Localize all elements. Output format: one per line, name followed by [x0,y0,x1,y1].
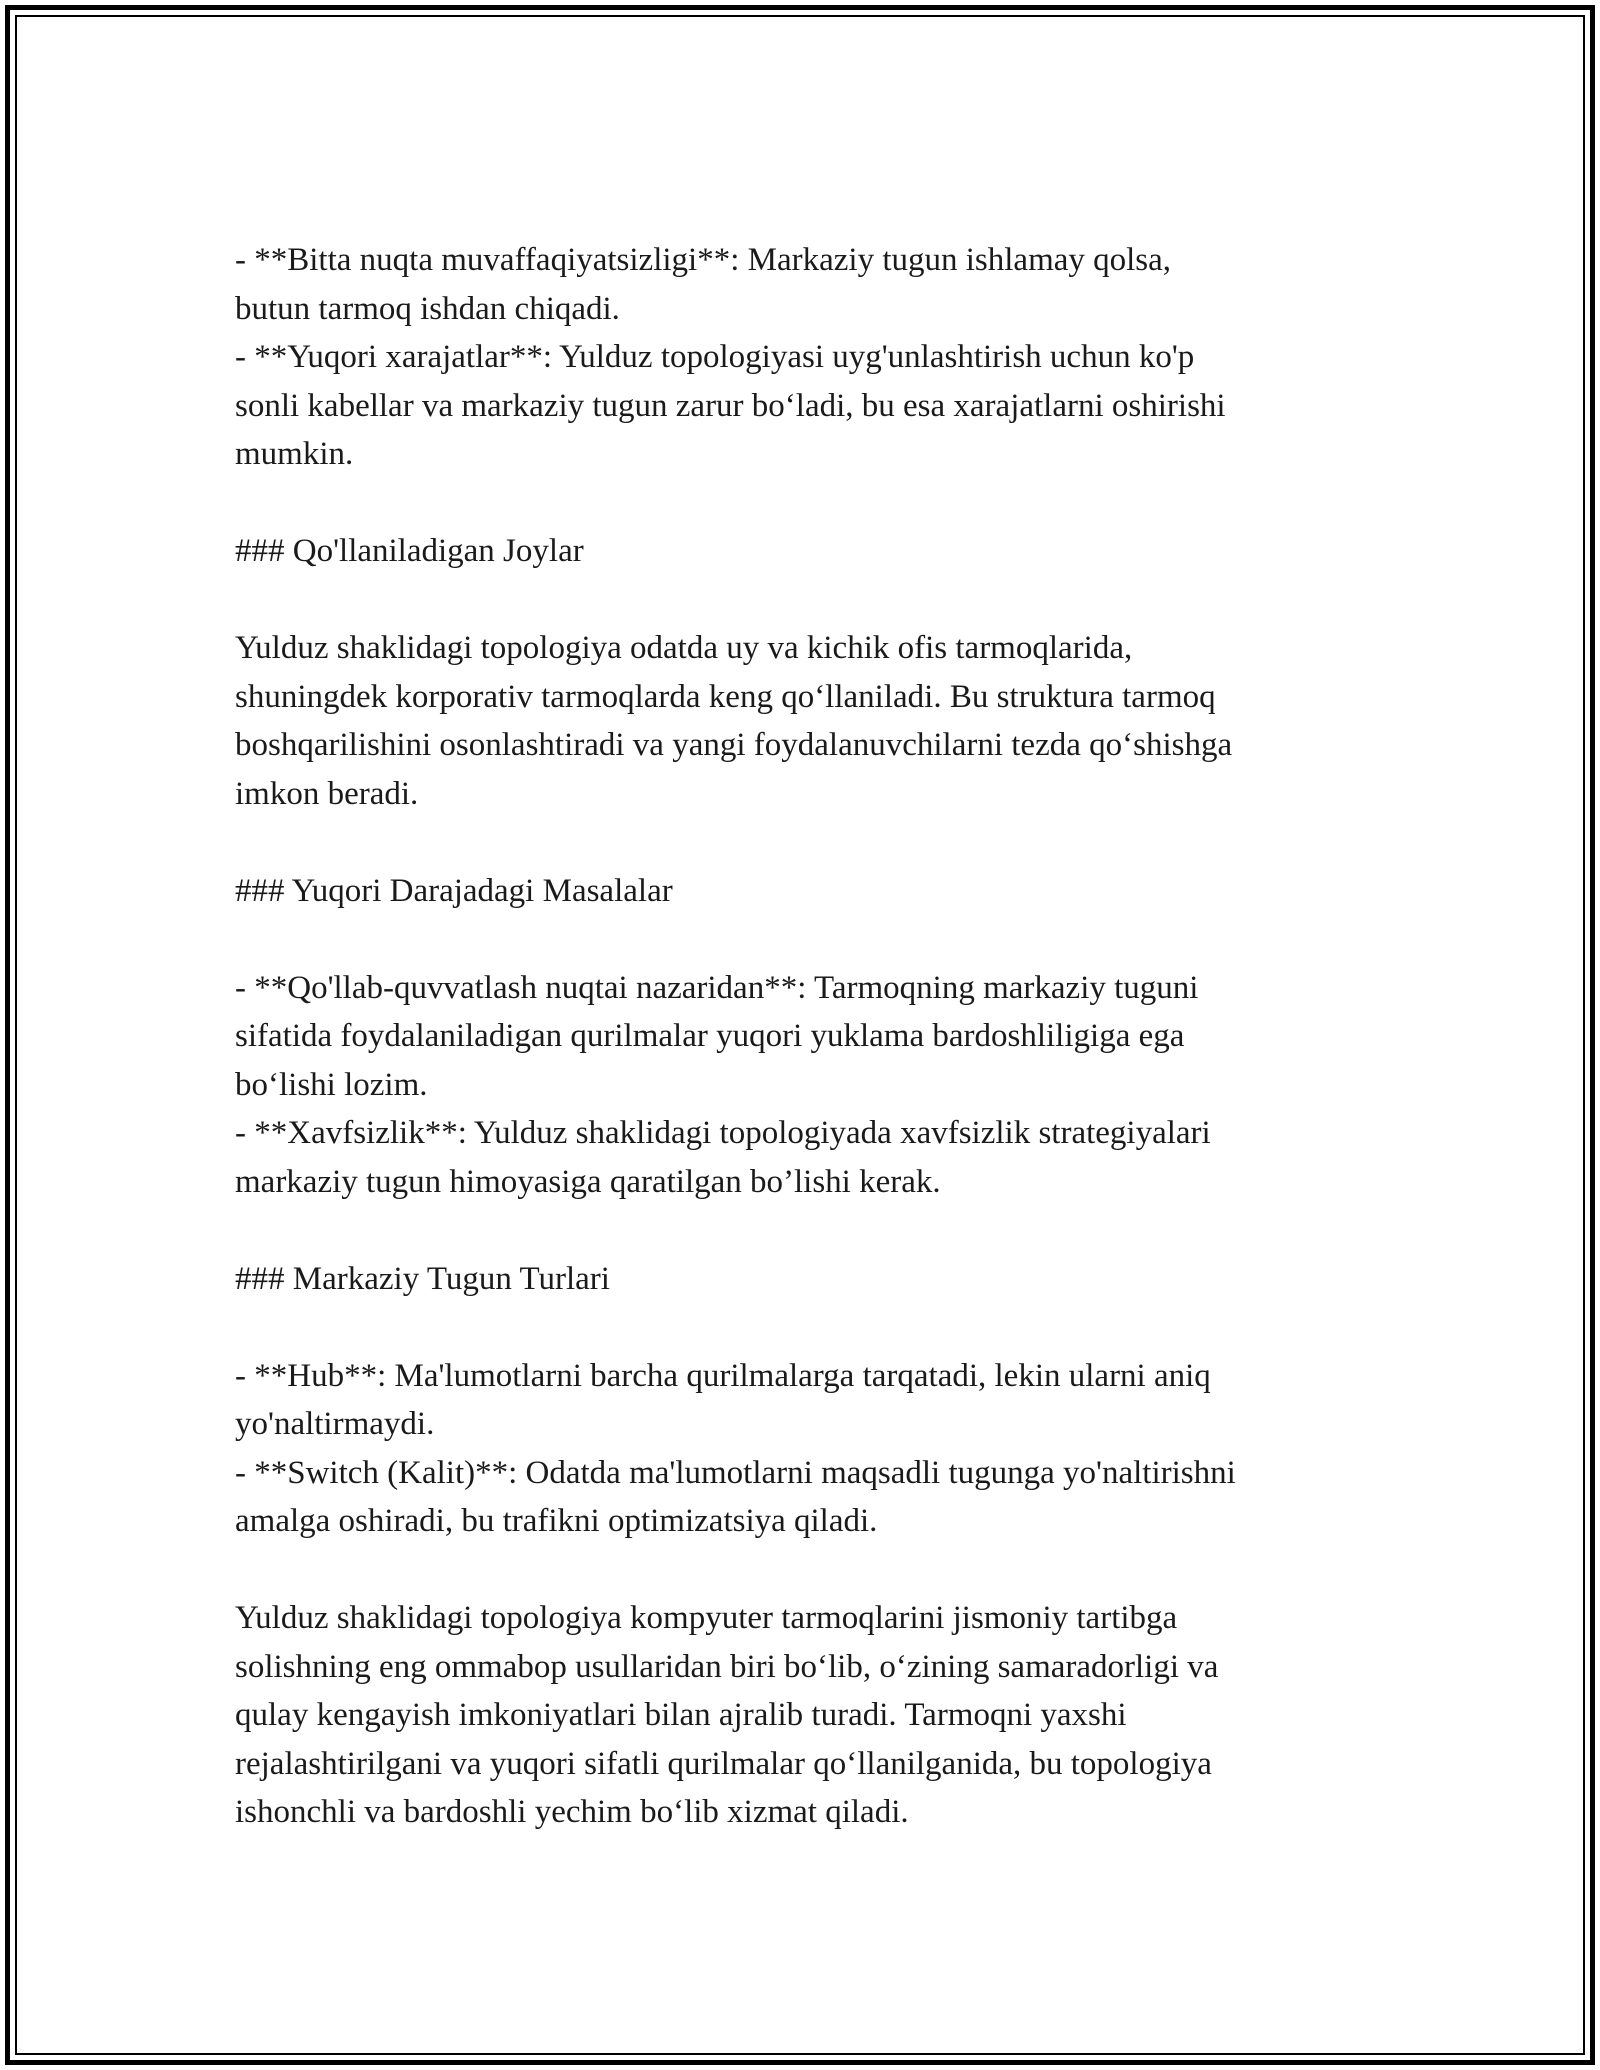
list-item-line: bo‘lishi lozim. [235,1066,428,1103]
list-item-line: - **Xavfsizlik**: Yulduz shaklidagi topologiyada xavfsizlik strategiyalari [235,1115,1211,1151]
paragraph-line: solishning eng ommabop usullaridan biri bo‘lib, o‘zining samaradorligi va [235,1648,1219,1685]
paragraph-line: boshqarilishini osonlashtiradi va yangi foydalanuvchilarni tezda qo‘shishga [235,727,1233,763]
list-item-line: mumkin. [235,436,354,472]
blank-line [235,479,1375,528]
list-item-line: - **Hub**: Ma'lumotlarni barcha qurilmalarga tarqatadi, lekin ularni aniq [235,1357,1211,1394]
paragraph-line: imkon beradi. [235,775,419,812]
list-item-line: yo'naltirmaydi. [235,1406,435,1442]
section-heading: ### Yuqori Darajadagi Masalalar [235,872,673,909]
list-item-line: markaziy tugun himoyasiga qaratilgan bo’lishi kerak. [235,1163,941,1200]
section-heading: ### Qo'llaniladigan Joylar [235,533,584,569]
paragraph-line: Yulduz shaklidagi topologiya odatda uy va kichik ofis tarmoqlarida, [235,630,1133,666]
list-item-line: - **Bitta nuqta muvaffaqiyatsizligi**: Markaziy tugun ishlamay qolsa, [235,242,1172,278]
blank-line [235,1546,1375,1595]
list-item-line: - **Yuqori xarajatlar**: Yulduz topologiyasi uyg'unlashtirish uchun ko'p [235,339,1195,375]
blank-line [235,1206,1375,1255]
blank-line [235,1303,1375,1352]
list-item-line: - **Qo'llab-quvvatlash nuqtai nazaridan**: Tarmoqning markaziy tuguni [235,969,1199,1006]
list-item-line: butun tarmoq ishdan chiqadi. [235,290,620,327]
document-body [235,236,1375,1837]
paragraph-line: qulay kengayish imkoniyatlari bilan ajralib turadi. Tarmoqni yaxshi [235,1697,1127,1733]
blank-line [235,818,1375,867]
paragraph-line: rejalashtirilgani va yuqori sifatli qurilmalar qo‘llanilganida, bu topologiya [235,1745,1212,1782]
list-item-line: amalga oshiradi, bu trafikni optimizatsiya qiladi. [235,1503,878,1539]
blank-line [235,915,1375,964]
paragraph-line: Yulduz shaklidagi topologiya kompyuter tarmoqlarini jismoniy tartibga [235,1600,1178,1636]
paragraph-line: ishonchli va bardoshli yechim bo‘lib xizmat qiladi. [235,1794,909,1830]
list-item-line: - **Switch (Kalit)**: Odatda ma'lumotlarni maqsadli tugunga yo'naltirishni [235,1454,1236,1491]
section-heading: ### Markaziy Tugun Turlari [235,1260,610,1297]
blank-line [235,576,1375,625]
list-item-line: sonli kabellar va markaziy tugun zarur bo‘ladi, bu esa xarajatlarni oshirishi [235,387,1226,424]
paragraph-line: shuningdek korporativ tarmoqlarda keng qo‘llaniladi. Bu struktura tarmoq [235,678,1216,715]
list-item-line: sifatida foydalaniladigan qurilmalar yuqori yuklama bardoshliligiga ega [235,1018,1185,1054]
